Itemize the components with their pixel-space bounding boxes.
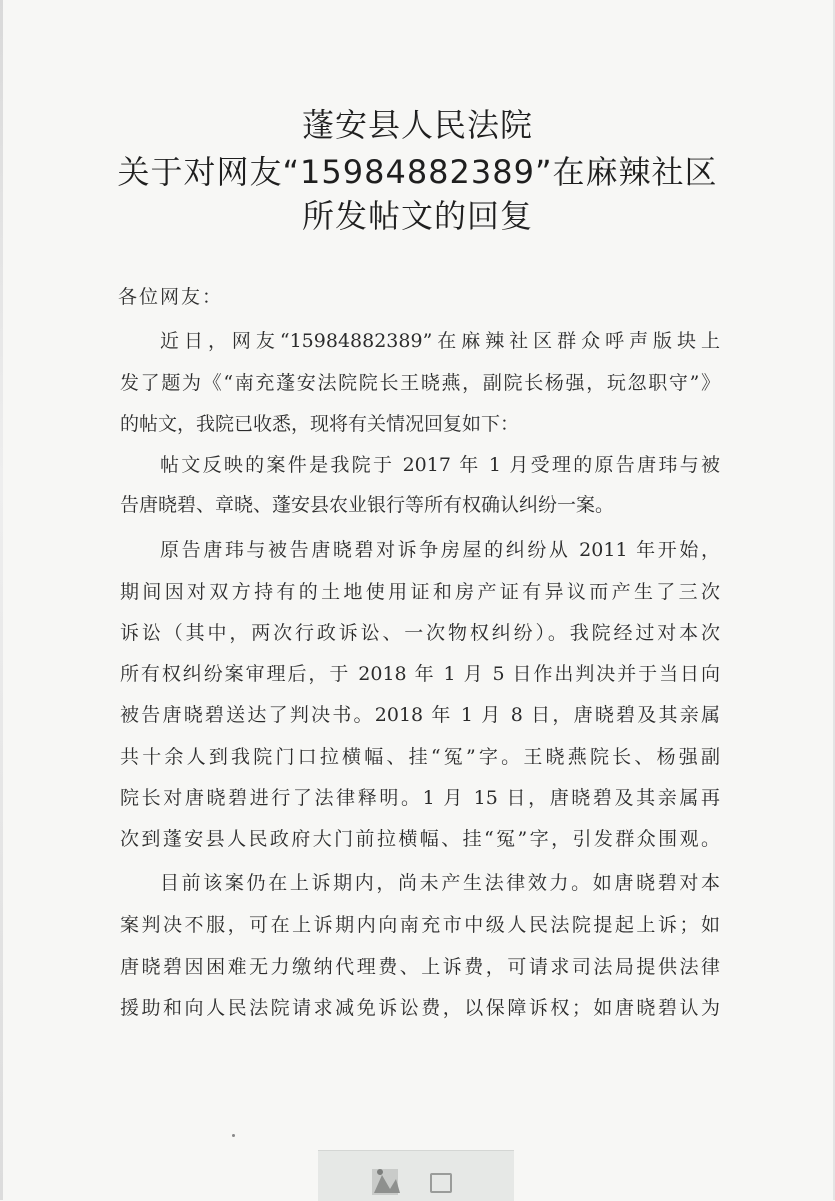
body-line: 的帖文，我院已收悉，现将有关情况回复如下： (120, 413, 520, 435)
body-line: 院长对唐晓碧进行了法律释明。1 月 15 日，唐晓碧及其亲属再 (120, 787, 720, 809)
body-line: 近日，网友“15984882389”在麻辣社区群众呼声版块上 (160, 330, 720, 352)
body-line: 唐晓碧因困难无力缴纳代理费、上诉费，可请求司法局提供法律 (120, 956, 720, 978)
page-thumbnail-strip (318, 1150, 514, 1201)
body-line: 援助和向人民法院请求减免诉讼费，以保障诉权；如唐晓碧认为 (120, 997, 720, 1019)
body-line: 案判决不服，可在上诉期内向南充市中级人民法院提起上诉；如 (120, 914, 720, 936)
document-title-line-1: 蓬安县人民法院 (301, 106, 533, 144)
body-line: 诉讼（其中，两次行政诉讼、一次物权纠纷）。我院经过对本次 (120, 622, 720, 644)
body-line: 告唐晓碧、章晓、蓬安县农业银行等所有权确认纠纷一案。 (120, 494, 615, 516)
body-line: 帖文反映的案件是我院于 2017 年 1 月受理的原告唐玮与被 (160, 454, 720, 476)
body-line: 所有权纠纷案审理后，于 2018 年 1 月 5 日作出判决并于当日向 (120, 663, 720, 685)
document-title-line-2: 关于对网友“15984882389”在麻辣社区 (117, 153, 718, 191)
body-line: 目前该案仍在上诉期内，尚未产生法律效力。如唐晓碧对本 (160, 872, 720, 894)
document-title-line-3: 所发帖文的回复 (301, 197, 533, 235)
page-thumbnail-icon (368, 1163, 404, 1197)
body-line: 期间因对双方持有的土地使用证和房产证有异议而产生了三次 (120, 581, 720, 603)
body-line: 发了题为《“南充蓬安法院院长王晓燕，副院长杨强，玩忽职守”》 (120, 372, 720, 394)
body-line: 被告唐晓碧送达了判决书。2018 年 1 月 8 日，唐晓碧及其亲属 (120, 704, 720, 726)
scan-speck (232, 1134, 235, 1137)
thumbnail-frame-icon (430, 1173, 452, 1193)
body-line: 共十余人到我院门口拉横幅、挂“冤”字。王晓燕院长、杨强副 (120, 746, 720, 768)
body-line: 原告唐玮与被告唐晓碧对诉争房屋的纠纷从 2011 年开始， (160, 539, 720, 561)
salutation: 各位网友： (118, 286, 224, 308)
body-line: 次到蓬安县人民政府大门前拉横幅、挂“冤”字，引发群众围观。 (120, 828, 720, 850)
